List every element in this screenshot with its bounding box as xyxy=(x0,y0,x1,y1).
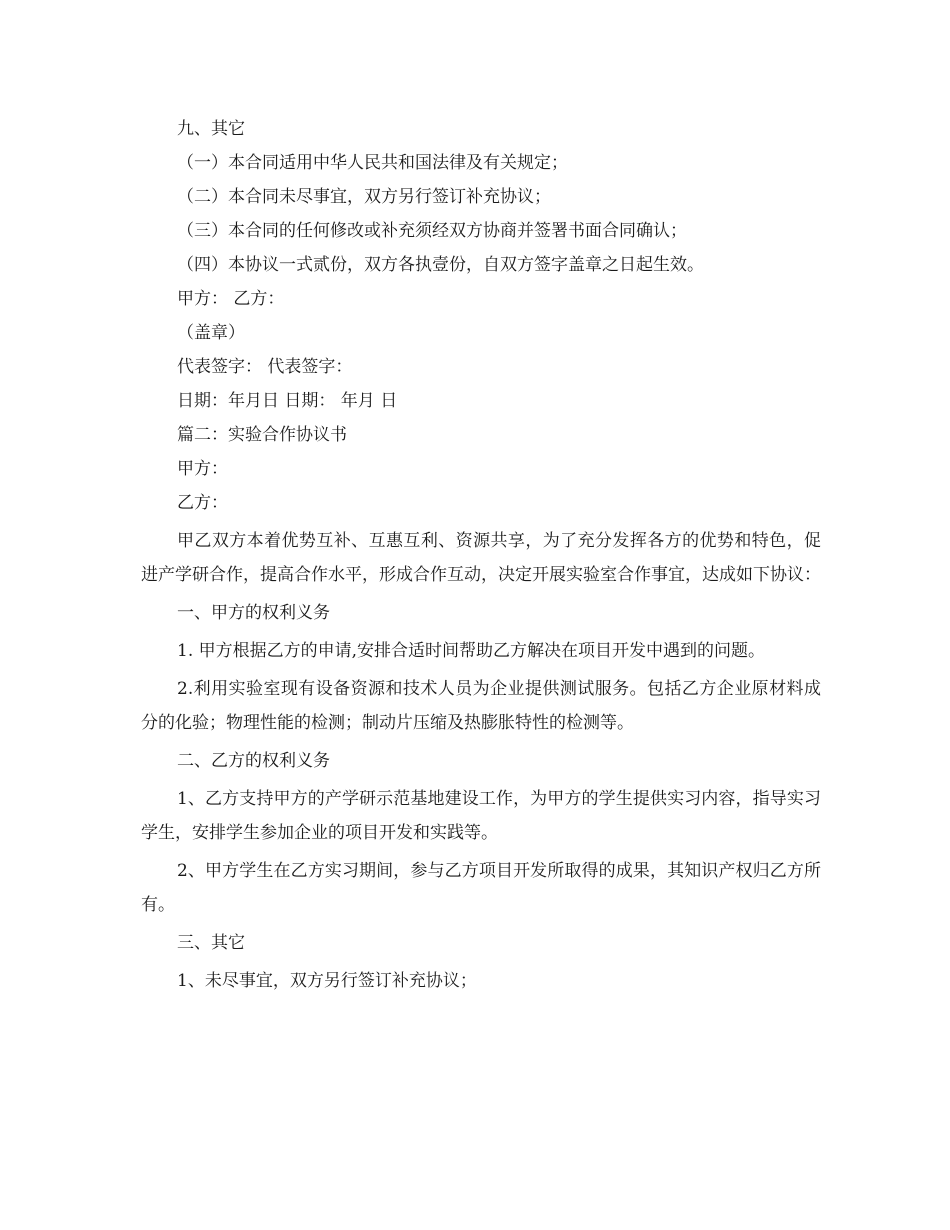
section-heading-party-b: 二、乙方的权利义务 xyxy=(177,751,330,771)
clause-3: （三）本合同的任何修改或补充须经双方协商并签署书面合同确认； xyxy=(177,221,687,241)
clause-2: （二）本合同未尽事宜，双方另行签订补充协议； xyxy=(177,187,551,207)
section1-item1: 1. 甲方根据乙方的申请,安排合适时间帮助乙方解决在项目开发中遇到的问题。 xyxy=(177,641,766,661)
intro-paragraph: 甲乙双方本着优势互补、互惠互利、资源共享，为了充分发挥各方的优势和特色，促进产学研合作，提高合作水平，形成合作互动，决定开展实验室合作事宜，达成如下协议： xyxy=(141,531,821,585)
signature-line: 代表签字： 代表签字： xyxy=(177,357,353,377)
document-body xyxy=(141,112,821,998)
section-heading-party-a: 一、甲方的权利义务 xyxy=(177,603,330,623)
section1-item2: 2.利用实验室现有设备资源和技术人员为企业提供测试服务。包括乙方企业原材料成分的化验；物理性能的检测；制动片压缩及热膨胀特性的检测等。 xyxy=(141,679,821,733)
party-line: 甲方： 乙方： xyxy=(177,289,285,309)
section3-item1: 1、未尽事宜，双方另行签订补充协议； xyxy=(177,971,477,991)
date-line: 日期：年月日 日期： 年月 日 xyxy=(177,391,398,411)
clause-1: （一）本合同适用中华人民共和国法律及有关规定； xyxy=(177,153,568,173)
clause-4: （四）本协议一式贰份，双方各执壹份，自双方签字盖章之日起生效。 xyxy=(177,255,704,275)
party-b-line: 乙方： xyxy=(177,493,228,513)
section-heading-other-2: 三、其它 xyxy=(177,933,245,953)
section-heading-other: 九、其它 xyxy=(177,119,245,139)
section2-item1: 1、乙方支持甲方的产学研示范基地建设工作，为甲方的学生提供实习内容，指导实习学生，安排学生参加企业的项目开发和实践等。 xyxy=(141,789,821,843)
seal-line: （盖章） xyxy=(177,323,245,343)
section2-item2: 2、甲方学生在乙方实习期间，参与乙方项目开发所取得的成果，其知识产权归乙方所有。 xyxy=(141,861,821,915)
part-two-title: 篇二：实验合作协议书 xyxy=(177,425,347,445)
party-a-line: 甲方： xyxy=(177,459,228,479)
